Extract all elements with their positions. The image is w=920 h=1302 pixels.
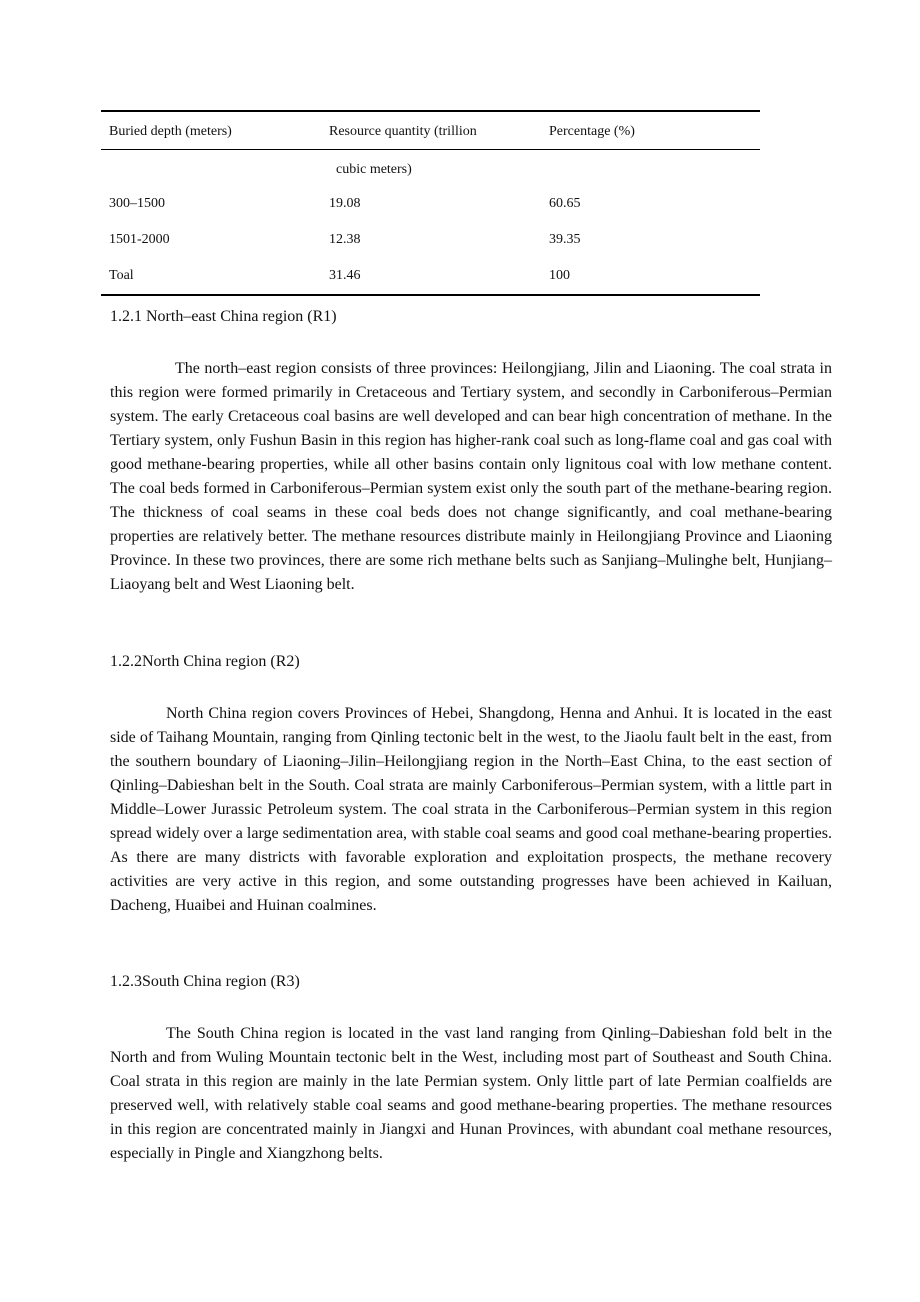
section-paragraph-r2 (110, 702, 832, 918)
section-heading-r2: 1.2.2North China region (R2) (110, 653, 300, 670)
cell-depth: 1501-2000 (109, 232, 170, 247)
table-row (101, 222, 760, 258)
cell-percentage: 39.35 (549, 232, 581, 247)
paragraph-text: North China region covers Provinces of Hebei, Shangdong, Henna and Anhui. It is located in the east side of Taihang Mountain, ranging from Qinling tectonic belt in the west, to the Jiaolu fault belt in the east, from the southern boundary of Liaoning–Jilin–Heilongjiang region in the North–East China, to the east section of Qinling–Dabieshan belt in the South. Coal strata are mainly Carboniferous–Permian system, with a little part in Middle–Lower Jurassic Petroleum system. The coal strata in the Carboniferous–Permian system in this region spread widely over a large sedimentation area, with stable coal seams and good coal methane-bearing properties. As there are many districts with favorable exploration and exploitation prospects, the methane recovery activities are very active in this region, and some outstanding progresses have been achieved in Kailuan, Dacheng, Huaibei and Huinan coalmines. (110, 705, 832, 914)
cell-quantity: 19.08 (329, 196, 361, 211)
section-paragraph-r3 (110, 1022, 832, 1166)
cell-quantity: 31.46 (329, 268, 361, 283)
table-header-continuation-row (101, 150, 760, 186)
table-row (101, 258, 760, 294)
resource-table (101, 110, 760, 296)
header-resource-quantity-continuation: cubic meters) (336, 162, 412, 177)
table-header-row (101, 112, 760, 149)
cell-depth: 300–1500 (109, 196, 165, 211)
header-resource-quantity: Resource quantity (trillion (329, 124, 477, 139)
section-heading-r1: 1.2.1 North–east China region (R1) (110, 308, 337, 325)
paragraph-text: The South China region is located in the vast land ranging from Qinling–Dabieshan fold belt in the North and from Wuling Mountain tectonic belt in the West, including most part of Southeast and South China. Coal strata in this region are mainly in the late Permian system. Only little part of late Permian coalfields are preserved well, with relatively stable coal seams and good methane-bearing properties. The methane resources in this region are concentrated mainly in Jiangxi and Hunan Provinces, with abundant coal methane resources, especially in Pingle and Xiangzhong belts. (110, 1025, 832, 1162)
table-row (101, 186, 760, 222)
cell-quantity: 12.38 (329, 232, 361, 247)
header-buried-depth: Buried depth (meters) (109, 124, 232, 139)
cell-percentage: 60.65 (549, 196, 581, 211)
header-percentage: Percentage (%) (549, 124, 635, 139)
cell-depth: Toal (109, 268, 134, 283)
section-heading-r3: 1.2.3South China region (R3) (110, 973, 300, 990)
cell-percentage: 100 (549, 268, 570, 283)
section-paragraph-r1 (110, 357, 832, 597)
table-bottom-rule (101, 294, 760, 296)
paragraph-text: The north–east region consists of three provinces: Heilongjiang, Jilin and Liaoning. The coal strata in this region were formed primarily in Cretaceous and Tertiary system, and secondly in Carboniferous–Permian system. The early Cretaceous coal basins are well developed and can bear high concentration of methane. In the Tertiary system, only Fushun Basin in this region has higher-rank coal such as long-flame coal and gas coal with good methane-bearing properties, while all other basins contain only lignitous coal with low methane content. The coal beds formed in Carboniferous–Permian system exist only the south part of the methane-bearing region. The thickness of coal seams in these coal beds does not change significantly, and coal methane-bearing properties are relatively better. The methane resources distribute mainly in Heilongjiang Province and Liaoning Province. In these two provinces, there are some rich methane belts such as Sanjiang–Mulinghe belt, Hunjiang–Liaoyang belt and West Liaoning belt. (110, 360, 832, 593)
